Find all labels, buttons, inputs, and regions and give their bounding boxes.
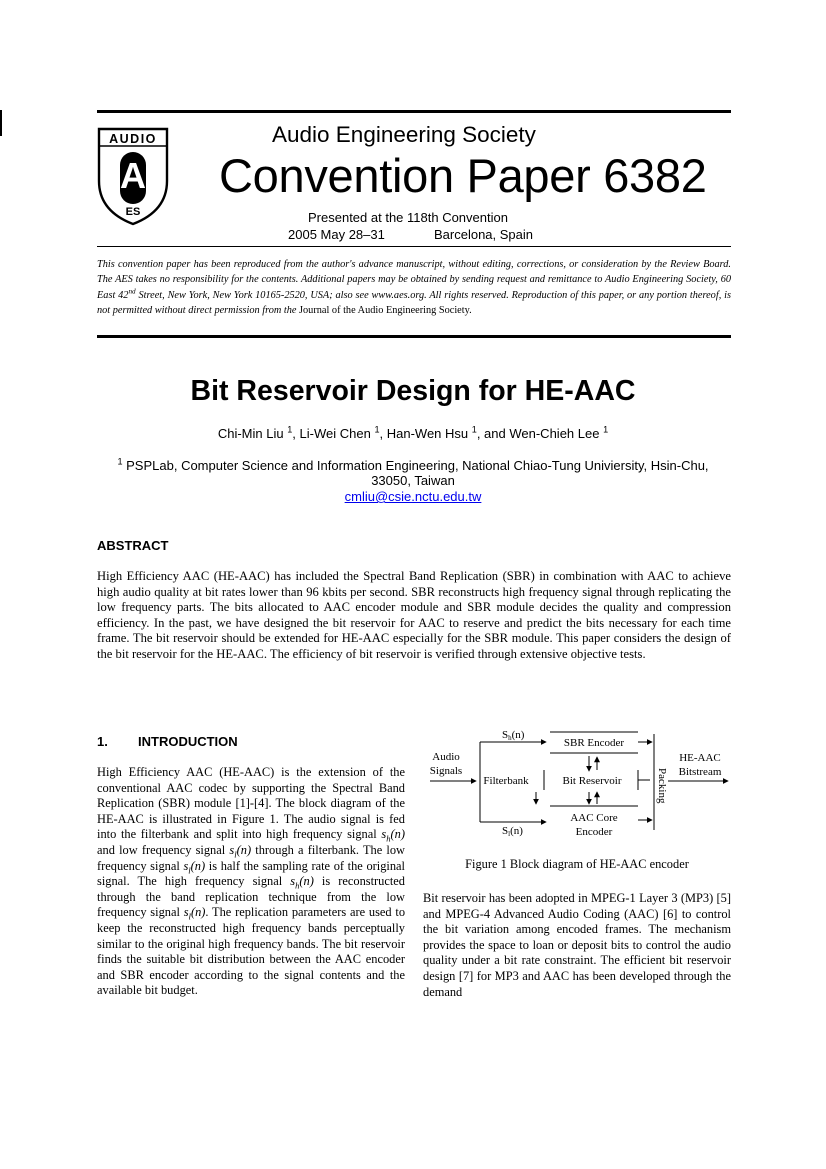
signal-sh: $s_h(n)$	[290, 874, 314, 891]
intro-text: is reconstructed through the band replication technique from the low frequency signal	[97, 874, 405, 920]
figure-caption: Figure 1 Block diagram of HE-AAC encoder	[465, 857, 689, 871]
packing-label: Packing	[656, 768, 668, 804]
affiliation-mark: 1	[117, 456, 123, 467]
section-title: INTRODUCTION	[138, 734, 238, 749]
sbr-encoder-label: SBR Encoder	[563, 737, 625, 749]
logo-top-text: AUDIO	[109, 132, 157, 146]
block-diagram-figure	[426, 726, 732, 844]
signal-sh: $s_h(n)$	[381, 827, 405, 844]
sl-label: Sl(n)	[502, 825, 523, 838]
output-label-1: HE-AAC	[679, 752, 721, 764]
author-list	[0, 426, 826, 441]
convention-location: Barcelona, Spain	[434, 227, 534, 242]
disclaimer-last: Journal of the Audio Engineering Society.	[299, 304, 472, 316]
author-separator: ,	[292, 426, 300, 441]
presented-at: Presented at the 118th Convention	[308, 210, 508, 225]
abstract-text: High Efficiency AAC (HE-AAC) has included the Spectral Band Replication (SBR) in combination with AAC to achieve high audio quality at bit rates lower than 96 kbits per second. SBR reconstructs high frequency signal through replicating the low frequency parts. The bits allocated to AAC encoder module and SBR module decides the quality and compression efficiency. In the past, we have designed the bit reservoir for AAC to reserve and predict the bits necessary for each time frame. The bit reservoir should be extended for HE-AAC especially for the SBR module. This paper considers the design of the bit reservoir for the HE-AAC. The efficiency of bit reservoir is verified through extensive objective tests.	[97, 569, 731, 661]
society-name: Audio Engineering Society	[272, 122, 536, 147]
convention-paper-title: Convention Paper 6382	[219, 149, 707, 202]
page-edge-mark	[0, 110, 2, 136]
intro-text: High Efficiency AAC (HE-AAC) is the extension of the conventional AAC codec by supporting the Spectral Band Replication (SBR) module [1]-[4]. The block diagram of the HE-AAC is illustrated in Figure 1. The audio signal is fed into the filterbank and split into high frequency signal	[97, 765, 405, 842]
author-separator: ,	[379, 426, 387, 441]
author-name: Han-Wen Hsu	[386, 426, 469, 441]
signal-sl: $s_l(n)$	[183, 905, 206, 922]
signal-sl: $s_l(n)$	[183, 858, 206, 876]
author-separator: , and	[476, 426, 510, 441]
intro-text: and low frequency signal	[97, 842, 230, 857]
filterbank-label: Filterbank	[483, 775, 529, 787]
aes-logo	[96, 126, 170, 226]
author-name: Chi-Min Liu	[217, 426, 284, 441]
header-top-rule	[97, 110, 731, 113]
author-affiliation: 1	[471, 424, 477, 435]
convention-date: 2005 May 28–31	[288, 227, 385, 242]
section-number: 1.	[97, 734, 108, 749]
disclaimer-sup: nd	[128, 287, 136, 296]
header-bottom-rule	[97, 335, 731, 338]
paper-title: Bit Reservoir Design for HE-AAC	[190, 375, 636, 407]
sh-label: Sh(n)	[502, 729, 525, 742]
bit-reservoir-label: Bit Reservoir	[562, 775, 622, 787]
affiliation	[100, 458, 726, 488]
author-name: Wen-Chieh Lee	[509, 426, 600, 441]
intro-left-column	[97, 765, 405, 999]
logo-monogram: A	[120, 155, 146, 196]
author-affiliation: 1	[603, 424, 609, 435]
disclaimer-part-1: This convention paper has been reproduced from the author's advance manuscript, without editing, corrections, or consideration by the Review Board. The AES takes no responsibility for the contents. Additional papers may be obtained by sending request and remittance to Audio Engineering Society, 60 East 42	[97, 259, 731, 301]
input-label-2: Signals	[429, 765, 463, 777]
abstract-heading: ABSTRACT	[97, 538, 169, 553]
author-email-link[interactable]: cmliu@csie.nctu.edu.tw	[344, 489, 482, 504]
affiliation-text: PSPLab, Computer Science and Information Engineering, National Chiao-Tung Univiersity, Hsin-Chu, 33050, Taiwan	[126, 458, 709, 488]
header-thin-rule	[97, 246, 731, 247]
author-name: Li-Wei Chen	[299, 426, 371, 441]
input-label-1: Audio	[432, 751, 460, 763]
disclaimer-part-2: Street, New York, New York 10165-2520, USA; also see www.aes.org. All rights reserved. Reproduction of this paper, or any portion thereof, is not permitted without direct permission from the	[97, 289, 731, 316]
logo-bottom-text: ES	[125, 206, 141, 218]
intro-text: . The replication parameters are used to keep the reconstructed high frequency bands perceptually similar to the original high frequency bands. The bit reservoir finds the suitable bit distribution between the AAC encoder and SBR encoder according to the signal contents and the available bit budget.	[97, 905, 406, 998]
aac-core-label-1: AAC Core	[570, 812, 618, 824]
intro-right-column: Bit reservoir has been adopted in MPEG-1 Layer 3 (MP3) [5] and MPEG-4 Advanced Audio Coding (AAC) [6] to control the bit variation among encoded frames. The mechanism provides the space to loan or deposit bits to control the audio quality under a bit rate constraint. The efficient bit reservoir design [7] for MP3 and AAC has been developed through the demand	[423, 891, 731, 999]
author-affiliation: 1	[374, 424, 380, 435]
disclaimer	[97, 257, 731, 318]
signal-sl: $s_l(n)$	[229, 842, 252, 860]
author-affiliation: 1	[287, 424, 293, 435]
aac-core-label-2: Encoder	[575, 826, 613, 838]
intro-text: is half the sampling rate of the original signal. The high frequency signal	[97, 858, 405, 889]
intro-text: through a filterbank. The low frequency signal	[97, 842, 406, 873]
output-label-2: Bitstream	[678, 766, 722, 778]
